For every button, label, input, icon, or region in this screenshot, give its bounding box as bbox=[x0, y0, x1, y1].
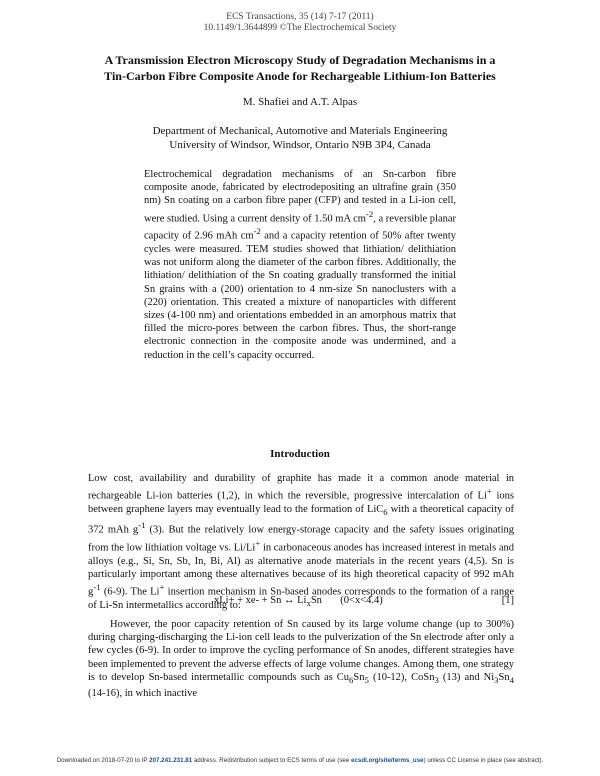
doi-line: 10.1149/1.3644899 ©The Electrochemical Society bbox=[203, 23, 397, 33]
affiliation-line-2: University of Windsor, Windsor, Ontario N9B 3P4, Canada bbox=[169, 139, 431, 151]
intro-text: (6-9). The Li bbox=[100, 586, 160, 598]
equation-right: Sn bbox=[310, 595, 322, 606]
para2-sub: 3 bbox=[434, 674, 439, 685]
abstract-sup-2: -2 bbox=[253, 226, 261, 237]
paper-title bbox=[60, 52, 540, 84]
ip-address-link[interactable]: 207.241.231.81 bbox=[149, 757, 193, 764]
para2-sub: 5 bbox=[364, 674, 369, 685]
equation-sub: x bbox=[306, 598, 311, 609]
para2-text: (10-12), CoSn bbox=[368, 671, 435, 683]
intro-sup: + bbox=[255, 537, 261, 548]
abstract bbox=[144, 168, 456, 362]
intro-text: insertion mechanism in Sn-based anodes corresponds to the formation of a range of Li-Sn intermetallics according to: bbox=[88, 586, 514, 611]
journal-citation: ECS Transactions, 35 (14) 7-17 (2011) bbox=[226, 12, 374, 22]
intro-text: Low cost, availability and durability of graphite has made it a common anode material in rechargeable Li-ion batteries (1,2), in which the reversible, progressive intercalation of Li bbox=[88, 473, 514, 502]
para2-text: However, the poor capacity retention of Sn caused by its large volume change (up to 300%) during charging-discharging the Li-ion cell leads to the pulverization of the Sn electrode after only a few cycles (6-9). In order to improve the cycling performance of Sn anodes, different strategies have been implemented to prevent the adverse effects of large volume changes. Among them, one strategy is to develop Sn-based intermetallic compounds such as Cu bbox=[88, 619, 514, 683]
intro-text: ions between graphene layers may eventually lead to the formation of LiC bbox=[88, 490, 514, 515]
footer-text: address. Redistribution subject to ECS terms of use (see bbox=[192, 757, 352, 764]
intro-sup: + bbox=[486, 486, 492, 497]
abstract-text-3: and a capacity retention of 50% after twenty cycles were measured. TEM studies showed that lithiation/ delithiation was not uniform along the diameter of the carbon fibres. Additionally, the lithiation/ delithiation of the Sn coating gradually transformed the initial Sn grains with a (200) orientation to 4 nm-size Sn nanoclusters with a (220) orientation. This created a mixture of nanoparticles with different sizes (4-100 nm) and orientations embedded in an amorphous matrix that filled the micro-pores between the carbon fibres. Thus, the short-range electronic connection in the composite anode was undermined, and a reduction in the cell’s capacity occurred. bbox=[144, 230, 456, 361]
para2-text: Sn bbox=[353, 671, 365, 683]
abstract-sup-1: -2 bbox=[365, 208, 374, 219]
para2-text: Sn bbox=[498, 671, 510, 683]
footer-text: ) unless CC License in place (see abstract). bbox=[423, 757, 544, 764]
para2-sub: 4 bbox=[509, 674, 514, 685]
affiliation-line-1: Department of Mechanical, Automotive and Materials Engineering bbox=[152, 125, 448, 137]
terms-of-use-link[interactable]: ecsdl.org/site/terms_use bbox=[351, 757, 424, 764]
authors: M. Shafiei and A.T. Alpas bbox=[242, 96, 358, 108]
title-line-1: A Transmission Electron Microscopy Study of Degradation Mechanisms in a bbox=[104, 53, 496, 67]
affiliation bbox=[0, 124, 600, 152]
equation-body bbox=[214, 595, 383, 608]
introduction-paragraph bbox=[88, 472, 514, 612]
intro-sup: + bbox=[159, 582, 165, 593]
title-line-2: Tin-Carbon Fibre Composite Anode for Rechargeable Lithium-Ion Batteries bbox=[104, 69, 496, 83]
para2-text: (13) and Ni bbox=[438, 671, 495, 683]
download-footer bbox=[0, 757, 600, 764]
equation-condition: (0<x<4.4) bbox=[340, 595, 383, 606]
intro-sup: -1 bbox=[93, 582, 101, 593]
body-paragraph-2 bbox=[88, 618, 514, 700]
intro-sup: -1 bbox=[138, 520, 146, 531]
journal-header bbox=[0, 12, 600, 34]
intro-text: in carbonaceous anodes has increased interest in metals and alloys (e.g., Si, Sn, Sb, In, Bi, Al) as alternative anode materials in the recent years (4,5). Sn is particularly important among these alternatives because of its high theoretical capacity of 992 mAh g bbox=[88, 542, 514, 598]
intro-sub: 6 bbox=[383, 507, 388, 517]
footer-text: Downloaded on 2018-07-20 to IP bbox=[56, 757, 150, 764]
section-heading-introduction: Introduction bbox=[270, 448, 330, 460]
abstract-text-1: Electrochemical degradation mechanisms of an Sn-carbon fibre composite anode, fabricated by electrodepositing an ultrafine grain (350 nm) Sn coating on a carbon fibre paper (CFP) and tested in a Li-ion cell, were studied. Using a current density of 1.50 mA cm bbox=[144, 169, 456, 225]
equation-left: xLi+ + xe- + Sn ↔ Li bbox=[214, 595, 307, 606]
intro-text: with a theoretical capacity of 372 mAh g bbox=[88, 503, 514, 536]
para2-text: (14-16), in which inactive bbox=[88, 688, 198, 700]
intro-text: (3). But the relatively low energy-storage capacity and the safety issues originating from the low lithiation voltage vs. Li/Li bbox=[88, 524, 515, 554]
equation-number: [1] bbox=[501, 595, 514, 606]
para2-sub: 3 bbox=[494, 674, 499, 685]
para2-sub: 6 bbox=[349, 674, 354, 685]
abstract-text-2: , a reversible planar capacity of 2.96 mAh cm bbox=[144, 213, 457, 242]
